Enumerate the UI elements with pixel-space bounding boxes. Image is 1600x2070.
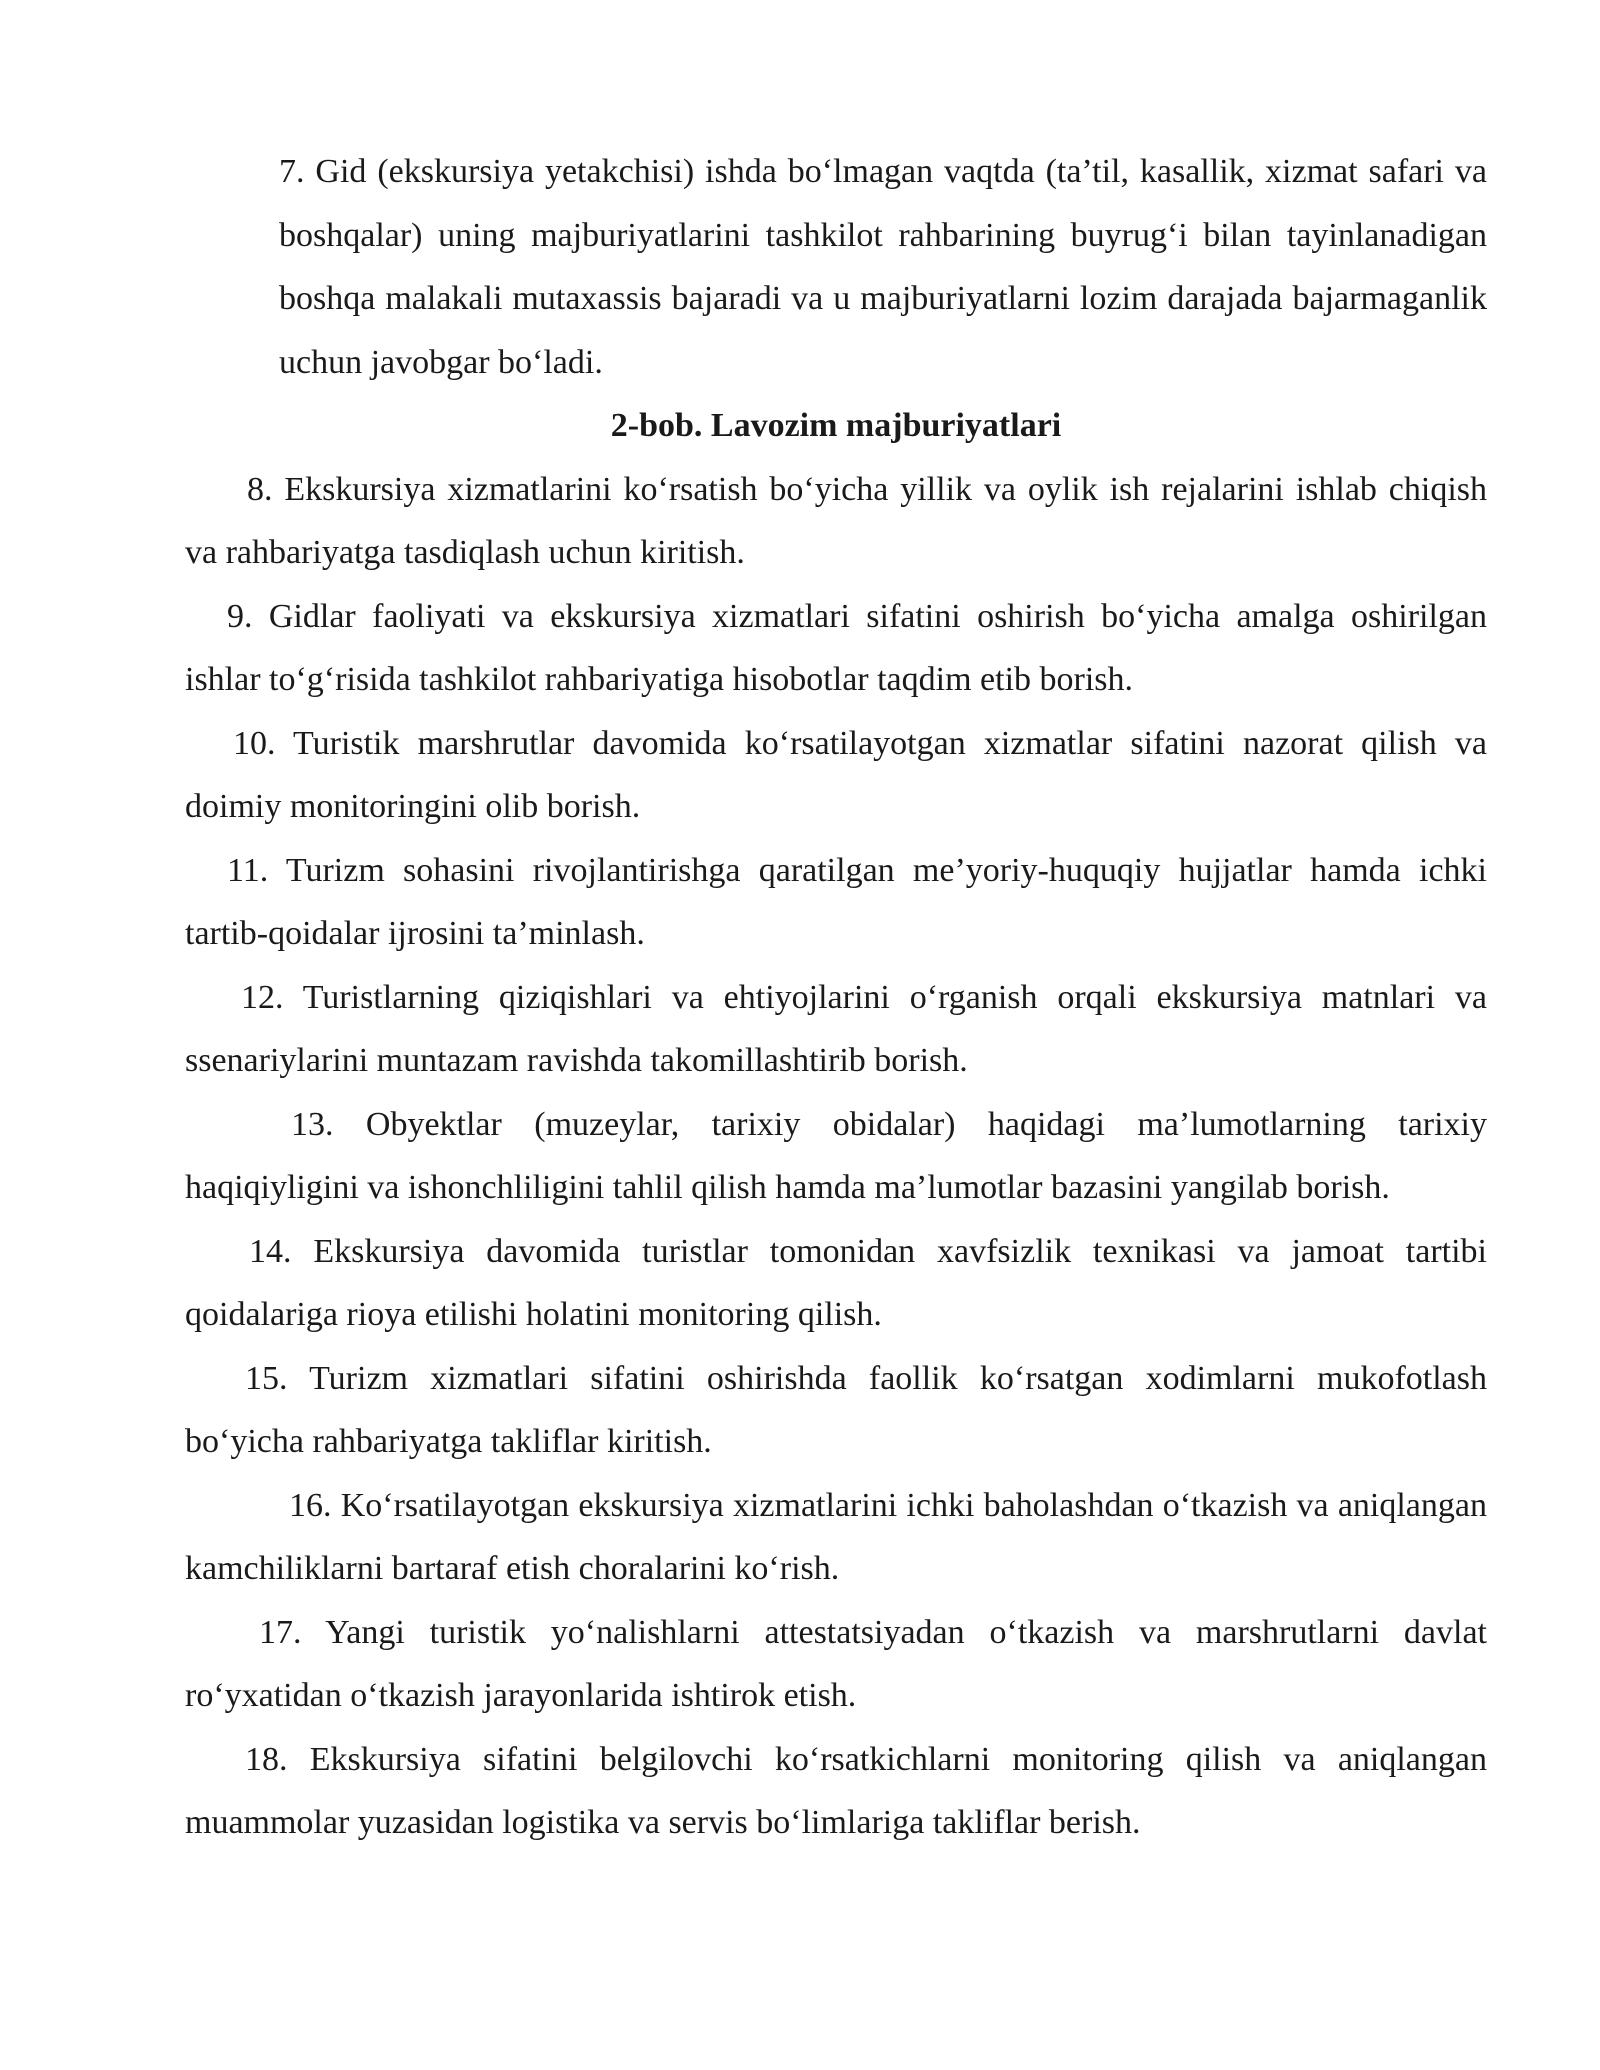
list-item-13: 13. Obyektlar (muzeylar, tarixiy obidalar) haqidagi ma’lumotlarning tarixiy haqiqiyligini va ishonchliligini tahlil qilish hamda ma’lumotlar bazasini yangilab borish. [185, 1105, 1487, 1206]
list-item-18: 18. Ekskursiya sifatini belgilovchi koʻrsatkichlarni monitoring qilish va aniqlangan muammolar yuzasidan logistika va servis boʻlimlariga takliflar berish. [185, 1740, 1487, 1841]
list-item-11: 11. Turizm sohasini rivojlantirishga qaratilgan me’yoriy-huquqiy hujjatlar hamda ichki tartib-qoidalar ijrosini ta’minlash. [185, 851, 1487, 952]
list-item-16: 16. Koʻrsatilayotgan ekskursiya xizmatlarini ichki baholashdan oʻtkazish va aniqlangan kamchiliklarni bartaraf etish choralarini koʻrish. [185, 1486, 1487, 1587]
list-item-17: 17. Yangi turistik yoʻnalishlarni attestatsiyadan oʻtkazish va marshrutlarni davlat roʻyxatidan oʻtkazish jarayonlarida ishtirok etish. [185, 1613, 1487, 1714]
paragraph-7: 7. Gid (ekskursiya yetakchisi) ishda boʻlmagan vaqtda (ta’til, kasallik, xizmat safari va boshqalar) uning majburiyatlarini tashkilot rahbarining buyrugʻi bilan tayinlanadigan boshqa malakali mutaxassis bajaradi va u majburiyatlarni lozim darajada bajarmaganlik uchun javobgar boʻladi. [279, 153, 1487, 381]
list-item-8: 8. Ekskursiya xizmatlarini koʻrsatish boʻyicha yillik va oylik ish rejalarini ishlab chiqish va rahbariyatga tasdiqlash uchun kiritish. [185, 470, 1487, 571]
chapter-heading: 2-bob. Lavozim majburiyatlari [610, 407, 1062, 444]
list-item-15: 15. Turizm xizmatlari sifatini oshirishda faollik koʻrsatgan xodimlarni mukofotlash boʻyicha rahbariyatga takliflar kiritish. [185, 1359, 1487, 1460]
list-item-12: 12. Turistlarning qiziqishlari va ehtiyojlarini oʻrganish orqali ekskursiya matnlari va ssenariylarini muntazam ravishda takomillashtirib borish. [185, 978, 1487, 1079]
list-item-9: 9. Gidlar faoliyati va ekskursiya xizmatlari sifatini oshirish boʻyicha amalga oshirilgan ishlar toʻgʻrisida tashkilot rahbariyatiga hisobotlar taqdim etib borish. [185, 597, 1487, 698]
document-body [185, 140, 1487, 1855]
list-item-10: 10. Turistik marshrutlar davomida koʻrsatilayotgan xizmatlar sifatini nazorat qilish va doimiy monitoringini olib borish. [185, 724, 1487, 825]
list-item-14: 14. Ekskursiya davomida turistlar tomonidan xavfsizlik texnikasi va jamoat tartibi qoidalariga rioya etilishi holatini monitoring qilish. [185, 1232, 1487, 1333]
